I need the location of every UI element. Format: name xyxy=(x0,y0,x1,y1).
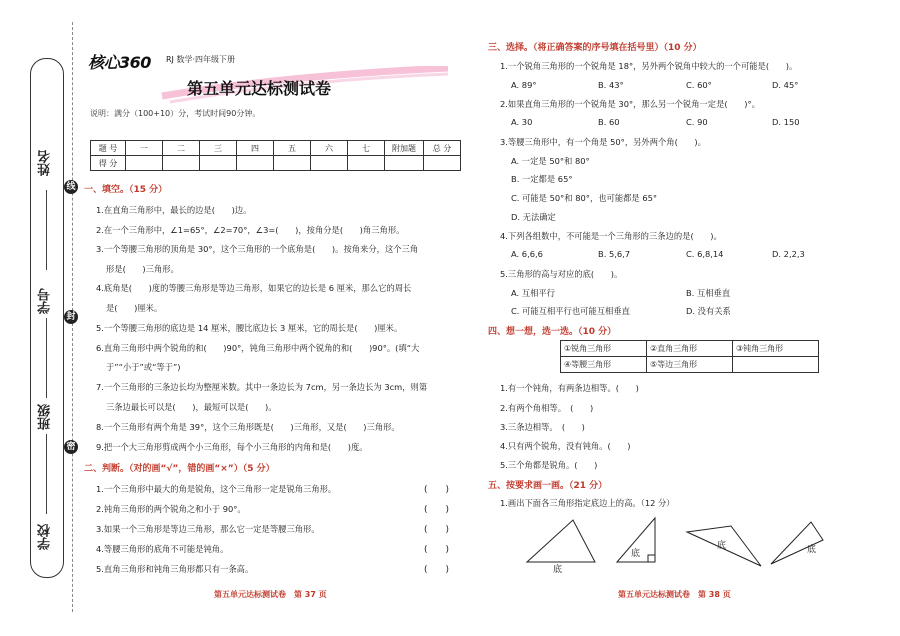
think-q4: 4.只有两个锐角，没有钝角。( ) xyxy=(500,441,631,451)
fill-q8: 8.一个三角形有两个角是 39°，这个三角形既是( )三角形，又是( )三角形。 xyxy=(96,422,400,432)
binding-strip xyxy=(30,58,64,578)
choice-q4-c: C. 6,8,14 xyxy=(686,249,724,259)
section-fill-blank-title: 一、填空。（15 分） xyxy=(84,185,168,195)
option-equilateral: ⑤等边三角形 xyxy=(647,357,733,373)
choice-q5-c: C. 可能互相平行也可能互相垂直 xyxy=(511,306,630,316)
brand-subtitle: RJ 数学·四年级下册 xyxy=(166,55,236,64)
answer-paren[interactable]: ( ) xyxy=(424,525,450,535)
brand-logo: 核心360 xyxy=(88,53,151,72)
answer-paren[interactable]: ( ) xyxy=(424,505,450,515)
option-empty xyxy=(733,357,819,373)
think-q5: 5.三个角都是锐角。( ) xyxy=(500,460,598,470)
judge-q2: 2.钝角三角形的两个锐角之和小于 90°。 xyxy=(96,504,246,514)
think-q2: 2.有两个角相等。 ( ) xyxy=(500,403,594,413)
choice-q5-a: A. 互相平行 xyxy=(511,288,555,298)
draw-q1: 1.画出下面各三角形指定底边上的高。（12 分） xyxy=(500,498,675,508)
fill-q5: 5.一个等腰三角形的底边是 14 厘米，腰比底边长 3 厘米，它的周长是( )厘米。 xyxy=(96,323,403,333)
score-header: 六 xyxy=(311,141,348,156)
seal-feng: 封 xyxy=(64,310,78,324)
choice-q1-d: D. 45° xyxy=(772,80,799,90)
answer-paren[interactable]: ( ) xyxy=(424,545,450,555)
name-label: 姓名 xyxy=(38,150,53,176)
choice-q2-d: D. 150 xyxy=(772,117,800,127)
choice-q5-b: B. 互相垂直 xyxy=(686,288,731,298)
choice-q4-d: D. 2,2,3 xyxy=(772,249,805,259)
exam-note: 说明：满分（100+10）分，考试时间90分钟。 xyxy=(90,109,261,118)
score-cell[interactable] xyxy=(424,156,461,171)
choice-q5: 5.三角形的高与对应的底( )。 xyxy=(500,269,623,279)
score-cell[interactable] xyxy=(237,156,274,171)
fill-q3: 3.一个等腰三角形的顶角是 30°，这个三角形的一个底角是( )。按角来分，这个三角 xyxy=(96,244,419,254)
think-q3: 3.三条边相等。 ( ) xyxy=(500,422,585,432)
section-judge-title: 二、判断。（对的画“√”，错的画“×”）（5 分） xyxy=(84,464,275,474)
fill-q6: 6.直角三角形中两个锐角的和( )90°，钝角三角形中两个锐角的和( )90°。(填“大 xyxy=(96,343,420,353)
base-label-3: 底 xyxy=(717,541,727,551)
judge-q1: 1.一个三角形中最大的角是锐角，这个三角形一定是锐角三角形。 xyxy=(96,484,337,494)
score-cell[interactable] xyxy=(274,156,311,171)
score-cell[interactable] xyxy=(126,156,163,171)
score-header: 三 xyxy=(200,141,237,156)
choice-q5-d: D. 没有关系 xyxy=(686,306,731,316)
judge-q5: 5.直角三角形和钝角三角形都只有一条高。 xyxy=(96,564,254,574)
triangle-acute xyxy=(527,520,595,562)
fill-q9: 9.把一个大三角形剪成两个小三角形，每个小三角形的内角和是( )度。 xyxy=(96,442,368,452)
option-isosceles: ④等腰三角形 xyxy=(561,357,647,373)
score-table xyxy=(90,140,461,171)
page-footer-right: 第五单元达标测试卷 第 38 页 xyxy=(618,590,731,599)
base-label-2: 底 xyxy=(631,549,641,559)
answer-paren[interactable]: ( ) xyxy=(424,485,450,495)
page-title: 第五单元达标测试卷 xyxy=(186,79,331,98)
think-q1: 1.有一个钝角，有两条边相等。( ) xyxy=(500,383,639,393)
choice-q3-c: C. 可能是 50°和 80°，也可能都是 65° xyxy=(511,193,658,203)
score-cell[interactable] xyxy=(385,156,424,171)
choice-q2-a: A. 30 xyxy=(511,117,533,127)
choice-q3-b: B. 一定都是 65° xyxy=(511,174,573,184)
option-acute: ①锐角三角形 xyxy=(561,341,647,357)
choice-q4: 4.下列各组数中，不可能是一个三角形的三条边的是( )。 xyxy=(500,231,722,241)
section-choice-title: 三、选择。（将正确答案的序号填在括号里）（10 分） xyxy=(488,43,702,53)
judge-q4: 4.等腰三角形的底角不可能是钝角。 xyxy=(96,544,229,554)
choice-q3-a: A. 一定是 50°和 80° xyxy=(511,156,590,166)
triangle-right-tilted xyxy=(771,522,823,564)
class-label: 班级 xyxy=(38,404,53,430)
choice-q2-b: B. 60 xyxy=(598,117,620,127)
choice-q1: 1.一个锐角三角形的一个锐角是 18°，另外两个锐角中较大的一个可能是( )。 xyxy=(500,61,798,71)
score-header: 附加题 xyxy=(385,141,424,156)
choice-q3: 3.等腰三角形中，有一个角是 50°，另外两个角( )。 xyxy=(500,137,706,147)
answer-paren[interactable]: ( ) xyxy=(424,565,450,575)
seal-line: 线 xyxy=(64,180,78,194)
choice-q2-c: C. 90 xyxy=(686,117,708,127)
choice-q2: 2.如果直角三角形的一个锐角是 30°，那么另一个锐角一定是( )°。 xyxy=(500,99,760,109)
base-label-4: 底 xyxy=(807,545,817,555)
fill-q3-cont: 形是( )三角形。 xyxy=(106,264,179,274)
score-header: 二 xyxy=(163,141,200,156)
section-think-title: 四、想一想，选一选。（10 分） xyxy=(488,327,617,337)
id-line xyxy=(46,318,47,398)
base-label-1: 底 xyxy=(553,565,563,574)
score-header: 题 号 xyxy=(91,141,126,156)
choice-q4-a: A. 6,6,6 xyxy=(511,249,543,259)
triangle-options-box xyxy=(560,340,819,373)
choice-q1-b: B. 43° xyxy=(598,80,624,90)
choice-q1-c: C. 60° xyxy=(686,80,712,90)
fill-q7: 7.一个三角形的三条边长均为整厘米数。其中一条边长为 7cm，另一条边长为 3cm，则第 xyxy=(96,382,428,392)
fill-q2: 2.在一个三角形中，∠1=65°，∠2=70°，∠3=( )，按角分是( )角三角形。 xyxy=(96,225,405,235)
fill-q4: 4.底角是( )度的等腰三角形是等边三角形，如果它的边长是 6 厘米，那么它的周长 xyxy=(96,283,412,293)
choice-q1-a: A. 89° xyxy=(511,80,537,90)
page-footer-left: 第五单元达标测试卷 第 37 页 xyxy=(214,590,327,599)
fill-q6-cont: 于”“小于”或“等于”) xyxy=(106,362,181,372)
choice-q4-b: B. 5,6,7 xyxy=(598,249,631,259)
student-id-label: 学号 xyxy=(38,288,53,314)
score-cell[interactable] xyxy=(200,156,237,171)
section-draw-title: 五、按要求画一画。（21 分） xyxy=(488,481,608,491)
score-header: 四 xyxy=(237,141,274,156)
choice-q3-d: D. 无法确定 xyxy=(511,212,556,222)
score-header: 五 xyxy=(274,141,311,156)
score-header: 七 xyxy=(348,141,385,156)
score-cell[interactable] xyxy=(163,156,200,171)
score-cell[interactable] xyxy=(348,156,385,171)
option-obtuse: ③钝角三角形 xyxy=(733,341,819,357)
fill-q7-cont: 三条边最长可以是( )，最短可以是( )。 xyxy=(106,402,277,412)
triangles-figure xyxy=(515,512,835,574)
name-line xyxy=(46,190,47,270)
option-right: ②直角三角形 xyxy=(647,341,733,357)
seal-mi: 密 xyxy=(64,440,78,454)
class-line xyxy=(46,434,47,514)
school-label: 学校 xyxy=(38,524,53,550)
score-row-label: 得 分 xyxy=(91,156,126,171)
judge-q3: 3.如果一个三角形是等边三角形，那么它一定是等腰三角形。 xyxy=(96,524,320,534)
score-header: 总 分 xyxy=(424,141,461,156)
score-cell[interactable] xyxy=(311,156,348,171)
fill-q4-cont: 是( )厘米。 xyxy=(106,303,163,313)
fill-q1: 1.在直角三角形中，最长的边是( )边。 xyxy=(96,205,252,215)
score-header: 一 xyxy=(126,141,163,156)
